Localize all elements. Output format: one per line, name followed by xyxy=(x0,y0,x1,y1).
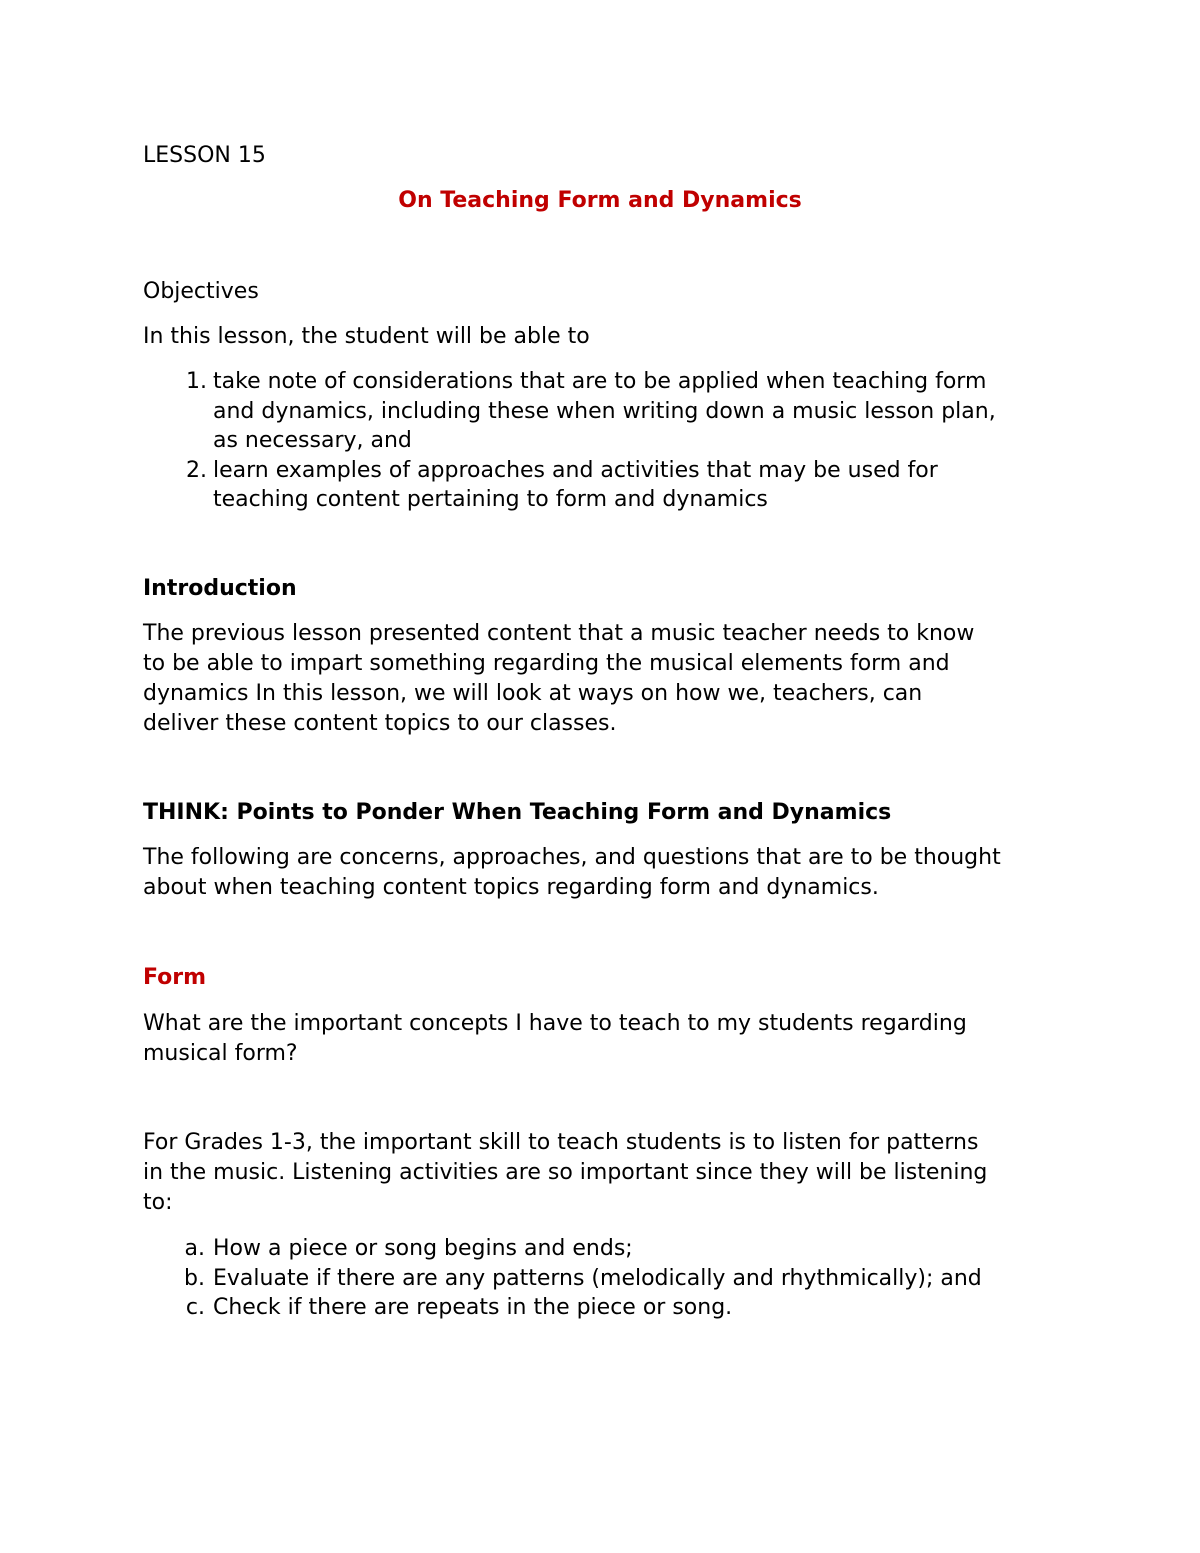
form-grades-paragraph xyxy=(143,1128,1073,1218)
paragraph-line: to: xyxy=(143,1190,173,1215)
objectives-intro: In this lesson, the student will be able to xyxy=(143,324,590,349)
list-marker: c. xyxy=(185,1295,205,1320)
paragraph-line: deliver these content topics to our classes. xyxy=(143,711,617,736)
paragraph-line: to be able to impart something regarding the musical elements form and xyxy=(143,651,950,676)
list-item xyxy=(143,456,1103,515)
list-item-line: and dynamics, including these when writing down a music lesson plan, xyxy=(213,398,996,424)
paragraph-line: dynamics In this lesson, we will look at ways on how we, teachers, can xyxy=(143,681,923,706)
list-item-line: teaching content pertaining to form and dynamics xyxy=(213,487,768,512)
paragraph-line: in the music. Listening activities are so important since they will be listening xyxy=(143,1160,988,1185)
objectives-heading: Objectives xyxy=(143,279,259,304)
list-marker: 1. xyxy=(186,369,207,394)
document-title: On Teaching Form and Dynamics xyxy=(398,188,802,213)
paragraph-line: about when teaching content topics regarding form and dynamics. xyxy=(143,875,879,900)
list-item-line: Evaluate if there are any patterns (melodically and rhythmically); and xyxy=(213,1265,982,1291)
list-item-line: How a piece or song begins and ends; xyxy=(213,1236,633,1261)
think-heading: THINK: Points to Ponder When Teaching Form and Dynamics xyxy=(143,800,892,825)
lesson-label: LESSON 15 xyxy=(143,143,266,168)
paragraph-line: For Grades 1-3, the important skill to teach students is to listen for patterns xyxy=(143,1130,979,1155)
objectives-list xyxy=(143,367,1103,515)
list-item xyxy=(143,1264,1103,1294)
form-listening-list xyxy=(143,1234,1103,1323)
list-item-line: take note of considerations that are to be applied when teaching form xyxy=(213,369,987,394)
list-marker: 2. xyxy=(186,457,207,483)
list-marker: a. xyxy=(184,1236,205,1261)
introduction-heading: Introduction xyxy=(143,576,297,601)
form-question xyxy=(143,1009,1073,1069)
paragraph-line: musical form? xyxy=(143,1041,298,1066)
form-heading: Form xyxy=(143,965,207,990)
list-item xyxy=(143,367,1103,456)
list-item-line: learn examples of approaches and activities that may be used for xyxy=(213,457,938,483)
list-item-line: Check if there are repeats in the piece or song. xyxy=(213,1295,733,1320)
paragraph-line: The following are concerns, approaches, and questions that are to be thought xyxy=(143,845,1001,870)
paragraph-line: What are the important concepts I have to teach to my students regarding xyxy=(143,1011,967,1036)
list-item-line: as necessary, and xyxy=(213,428,412,453)
list-marker: b. xyxy=(184,1265,205,1291)
introduction-paragraph xyxy=(143,619,1073,739)
paragraph-line: The previous lesson presented content that a music teacher needs to know xyxy=(143,621,975,646)
list-item xyxy=(143,1293,1103,1323)
think-paragraph xyxy=(143,843,1073,903)
list-item xyxy=(143,1234,1103,1264)
